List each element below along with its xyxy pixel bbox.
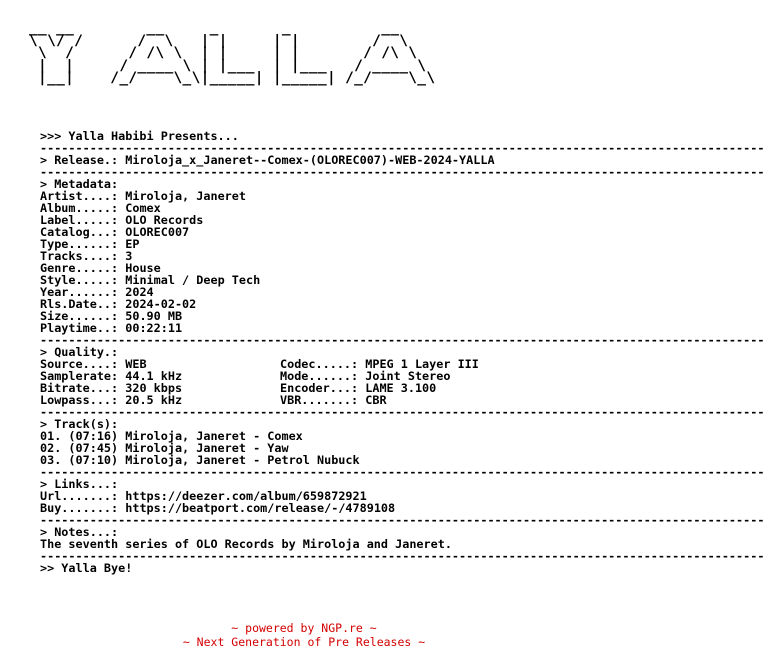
metadata-key: Style.....: (40, 273, 119, 287)
quality-key: Encoder...: (280, 381, 359, 395)
quality-key: Bitrate...: (40, 381, 119, 395)
metadata-value: Minimal / Deep Tech (118, 273, 261, 287)
quality-value: CBR (358, 393, 387, 407)
footer-tagline (0, 635, 608, 649)
metadata-value: 3 (118, 249, 133, 263)
metadata-value: OLO Records (118, 213, 204, 227)
metadata-value: EP (118, 237, 140, 251)
metadata-value: 2024-02-02 (118, 297, 197, 311)
ngp-link[interactable]: ~ powered by NGP.re ~ (231, 621, 377, 635)
metadata-row-catalog (40, 226, 764, 238)
metadata-key: Tracks....: (40, 249, 119, 263)
metadata-key: Rls.Date..: (40, 297, 119, 311)
link-key: Buy.......: (40, 501, 119, 515)
notes-text: The seventh series of OLO Records by Miroloja and Janeret. (40, 537, 452, 551)
quality-value: 320 kbps (118, 381, 183, 395)
quality-key: VBR.......: (280, 393, 359, 407)
metadata-key: Size......: (40, 309, 119, 323)
notes-header: > Notes...: (40, 525, 119, 539)
quality-key: Mode......: (280, 369, 359, 383)
metadata-key: Playtime..: (40, 321, 119, 335)
quality-value: Joint Stereo (358, 369, 451, 383)
link-key: Url.......: (40, 489, 119, 503)
metadata-value: 00:22:11 (118, 321, 183, 335)
nfo-text-block (40, 130, 764, 574)
track-item: 02. (07:45) Miroloja, Janeret - Yaw (40, 441, 289, 455)
quality-key: Samplerate: (40, 369, 119, 383)
release-line: > Release.: Miroloja_x_Janeret--Comex-(OLOREC007)-WEB-2024-YALLA (40, 153, 495, 167)
quality-value: 20.5 kHz (118, 393, 183, 407)
yalla-ascii-logo: __ __ __ _ _ __ \ \/ / / \ | | | | / \ \ / / /\ \ | | | | / /\ \ | | / ____ \ | |___ | |___ / ____ \ |__| /_/ \_\|_____| |_____| /_/ \_\ (29, 20, 436, 86)
metadata-key: Catalog...: (40, 225, 119, 239)
metadata-key: Album.....: (40, 201, 119, 215)
metadata-row-type (40, 238, 764, 250)
metadata-value: Comex (118, 201, 161, 215)
quality-key: Source....: (40, 357, 119, 371)
url-link[interactable]: https://deezer.com/album/659872921 (118, 489, 367, 503)
separator: ------------------------------------------------------------------------------------------------------ (40, 405, 764, 419)
buy-link[interactable]: https://beatport.com/release/-/4789108 (118, 501, 396, 515)
track-item: 01. (07:16) Miroloja, Janeret - Comex (40, 429, 303, 443)
separator: ------------------------------------------------------------------------------------------------------ (40, 549, 764, 563)
metadata-value: OLOREC007 (118, 225, 190, 239)
metadata-value: 50.90 MB (118, 309, 183, 323)
outro-line: >> Yalla Bye! (40, 561, 133, 575)
separator: ------------------------------------------------------------------------------------------------------ (40, 333, 764, 347)
quality-section (40, 358, 764, 406)
separator: ------------------------------------------------------------------------------------------------------ (40, 513, 764, 527)
metadata-key: Label.....: (40, 213, 119, 227)
quality-value: 44.1 kHz (118, 369, 183, 383)
separator: ------------------------------------------------------------------------------------------------------ (40, 465, 764, 479)
metadata-value: 2024 (118, 285, 154, 299)
metadata-key: Year......: (40, 285, 119, 299)
ngp-tagline-link[interactable]: ~ Next Generation of Pre Releases ~ (182, 635, 426, 649)
quality-key: Lowpass...: (40, 393, 119, 407)
quality-key: Codec.....: (280, 357, 359, 371)
quality-value: WEB (118, 357, 147, 371)
metadata-section (40, 190, 764, 334)
track-item: 03. (07:10) Miroloja, Janeret - Petrol Nubuck (40, 453, 360, 467)
quality-value: LAME 3.100 (358, 381, 437, 395)
intro-line: >>> Yalla Habibi Presents... (40, 129, 239, 143)
metadata-value: Miroloja, Janeret (118, 189, 246, 203)
metadata-key: Type......: (40, 237, 119, 251)
metadata-key: Genre.....: (40, 261, 119, 275)
metadata-value: House (118, 261, 161, 275)
links-header: > Links...: (40, 477, 119, 491)
separator: ------------------------------------------------------------------------------------------------------ (40, 141, 764, 155)
separator: ------------------------------------------------------------------------------------------------------ (40, 165, 764, 179)
metadata-key: Artist....: (40, 189, 119, 203)
quality-value: MPEG 1 Layer III (358, 357, 479, 371)
tracks-header: > Track(s): (40, 417, 119, 431)
quality-header: > Quality.: (40, 345, 119, 359)
footer-powered-by (0, 621, 608, 635)
metadata-header: > Metadata: (40, 177, 119, 191)
